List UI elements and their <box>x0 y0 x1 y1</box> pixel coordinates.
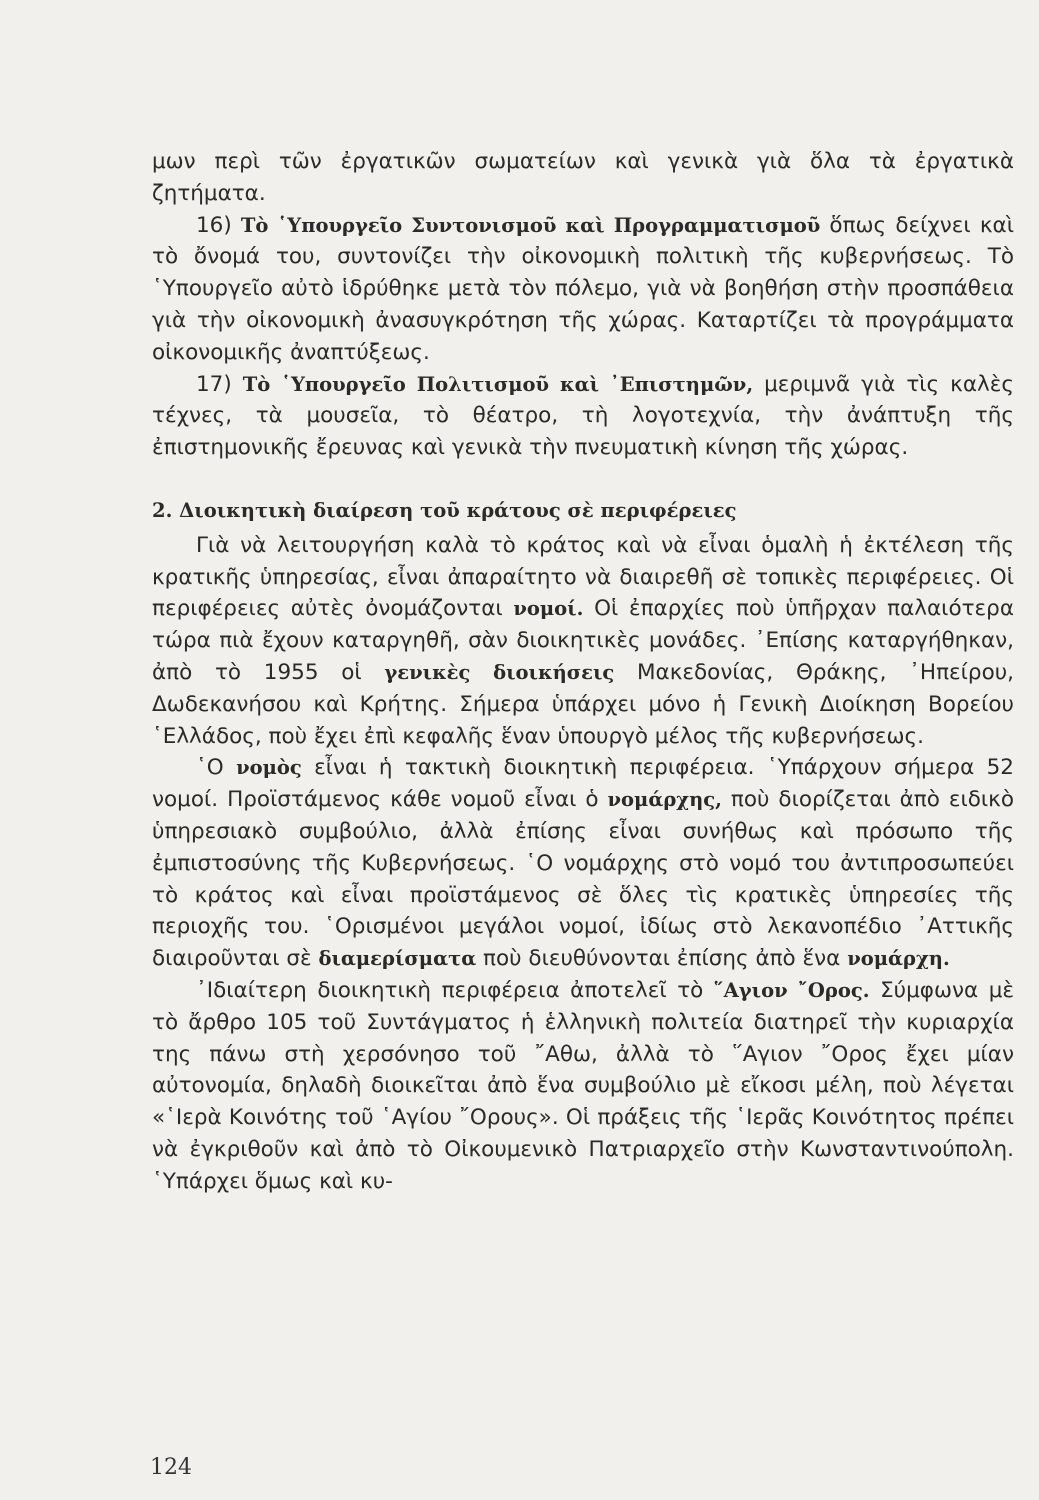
text-run: ὅπως δείχνει καὶ τὸ ὄνομά του, συντονίζει τὴν οἰκονομικὴ πολιτικὴ τῆς κυβερνήσεως. Τὸ ῾Υπουργεῖο αὐτὸ ἱδρύθηκε μετὰ τὸν πόλεμο, γιὰ νὰ βοηθήση στὴν προσπάθεια γιὰ τὴν οἰκονομικὴ ἀνασυγκρότηση τῆς χώρας. Καταρτίζει τὰ προγράμματα οἰκονομικῆς ἀναπτύξεως. <box>152 212 1014 365</box>
paragraph-continuation <box>152 146 1014 210</box>
text-run: ποὺ διευθύνονται ἐπίσης ἀπὸ ἕνα <box>476 946 848 972</box>
text-run: ῾Ο <box>196 755 237 781</box>
bold-term: νομὸς <box>236 756 302 780</box>
text-run: Μακεδονίας, Θράκης, ᾿Ηπείρου, Δωδεκανήσου καὶ Κρήτης. Σήμερα ὑπάρχει μόνο ἡ Γενικὴ Διοίκηση Βορείου ῾Ελλάδος, ποὺ ἔχει ἐπὶ κεφαλῆς ἕναν ὑπουργὸ μέλος τῆς κυβερνήσεως. <box>152 659 1014 749</box>
text-run: 16) <box>196 212 241 238</box>
text-run: Γιὰ νὰ λειτουργήση καλὰ τὸ κράτος καὶ νὰ εἶναι ὁμαλὴ ἡ ἐκτέλεση τῆς κρατικῆς ὑπηρεσίας, εἶναι ἀπαραίτητο νὰ διαιρεθῆ σὲ τοπικὲς περιφέρειες. Οἱ περιφέρειες αὐτὲς ὀνομάζονται <box>152 532 1014 622</box>
paragraph-sec-1 <box>152 530 1014 753</box>
text-run: μεριμνᾶ γιὰ τὶς καλὲς τέχνες, τὰ μουσεῖα, τὸ θέατρο, τὴ λογοτεχνία, τὴν ἀνάπτυξη τῆς ἐπιστημονικῆς ἔρευνας καὶ γενικὰ τὴν πνευματικὴ κίνηση τῆς χώρας. <box>152 371 1014 461</box>
paragraph-sec-2 <box>152 752 1014 975</box>
bold-term: νομάρχης, <box>607 788 722 812</box>
text-run: μων περὶ τῶν ἐργατικῶν σωματείων καὶ γενικὰ γιὰ ὅλα τὰ ἐργατικὰ ζητήματα. <box>152 149 1014 206</box>
bold-term: νομάρχη. <box>847 947 950 971</box>
page-number: 124 <box>150 1455 192 1480</box>
bold-term: Τὸ ῾Υπουργεῖο Συντονισμοῦ καὶ Προγραμματισμοῦ <box>240 213 821 237</box>
bold-term: Τὸ ῾Υπουργεῖο Πολιτισμοῦ καὶ ᾿Επιστημῶν, <box>242 372 754 396</box>
bold-term: διαμερίσματα <box>318 947 477 971</box>
section-heading-text: 2. Διοικητικὴ διαίρεση τοῦ κράτους σὲ περιφέρειες <box>152 498 737 522</box>
text-run: ποὺ διορίζεται ἀπὸ ειδικὸ ὑπηρεσιακὸ συμβούλιο, ἀλλὰ ἐπίσης εἶναι συνήθως καὶ πρόσωπο τῆς ἐμπιστοσύνης τῆς Κυβερνήσεως. ῾Ο νομάρχης στὸ νομό του ἀντιπροσωπεύει τὸ κράτος καὶ εἶναι προϊστάμενος σὲ ὅλες τὶς κρατικὲς ὑπηρεσίες τῆς περιοχῆς του. ῾Ορισμένοι μεγάλοι νομοί, ἰδίως στὸ λεκανοπέδιο ᾿Αττικῆς διαιροῦνται σὲ <box>152 787 1014 972</box>
bold-term: ῞Αγιον ῎Ορος. <box>713 978 870 1002</box>
paragraph-sec-3 <box>152 975 1014 1198</box>
page-body-text <box>152 146 1014 1198</box>
bold-term: νομοί. <box>513 597 584 621</box>
paragraph-item-17 <box>152 369 1014 464</box>
section-heading <box>152 495 1014 527</box>
text-run: Οἱ ἐπαρχίες ποὺ ὑπῆρχαν παλαιότερα τώρα πιὰ ἔχουν καταργηθῆ, σὰν διοικητικὲς μονάδες. ᾿Επίσης καταργήθηκαν, ἀπὸ τὸ 1955 οἱ <box>152 596 1014 685</box>
text-run: Σύμφωνα μὲ τὸ ἄρθρο 105 τοῦ Συντάγματος ἡ ἑλληνικὴ πολιτεία διατηρεῖ τὴν κυριαρχία της πάνω στὴ χερσόνησο τοῦ ῎Αθω, ἀλλὰ τὸ ῞Αγιον ῎Ορος ἔχει μίαν αὐτονομία, δηλαδὴ διοικεῖται ἀπὸ ἕνα συμβούλιο μὲ εἴκοσι μέλη, ποὺ λέγεται «῾Ιερὰ Κοινότης τοῦ ῾Αγίου ῎Ορους». Οἱ πράξεις τῆς ῾Ιερᾶς Κοινότητος πρέπει νὰ ἐγκριθοῦν καὶ ἀπὸ τὸ Οἰκουμενικὸ Πατριαρχεῖο στὴν Κωνσταντινούπολη. ῾Υπάρχει ὅμως καὶ κυ- <box>152 977 1015 1194</box>
bold-term: γενικὲς διοικήσεις <box>384 660 615 684</box>
text-run: ᾿Ιδιαίτερη διοικητικὴ περιφέρεια ἀποτελεῖ τὸ <box>196 977 714 1003</box>
text-run: 17) <box>196 371 243 397</box>
text-run: εἶναι ἡ τακτικὴ διοικητικὴ περιφέρεια. ῾Υπάρχουν σήμερα 52 νομοί. Προϊστάμενος κάθε νομοῦ εἶναι ὁ <box>152 755 1014 813</box>
paragraph-item-16 <box>152 210 1014 369</box>
